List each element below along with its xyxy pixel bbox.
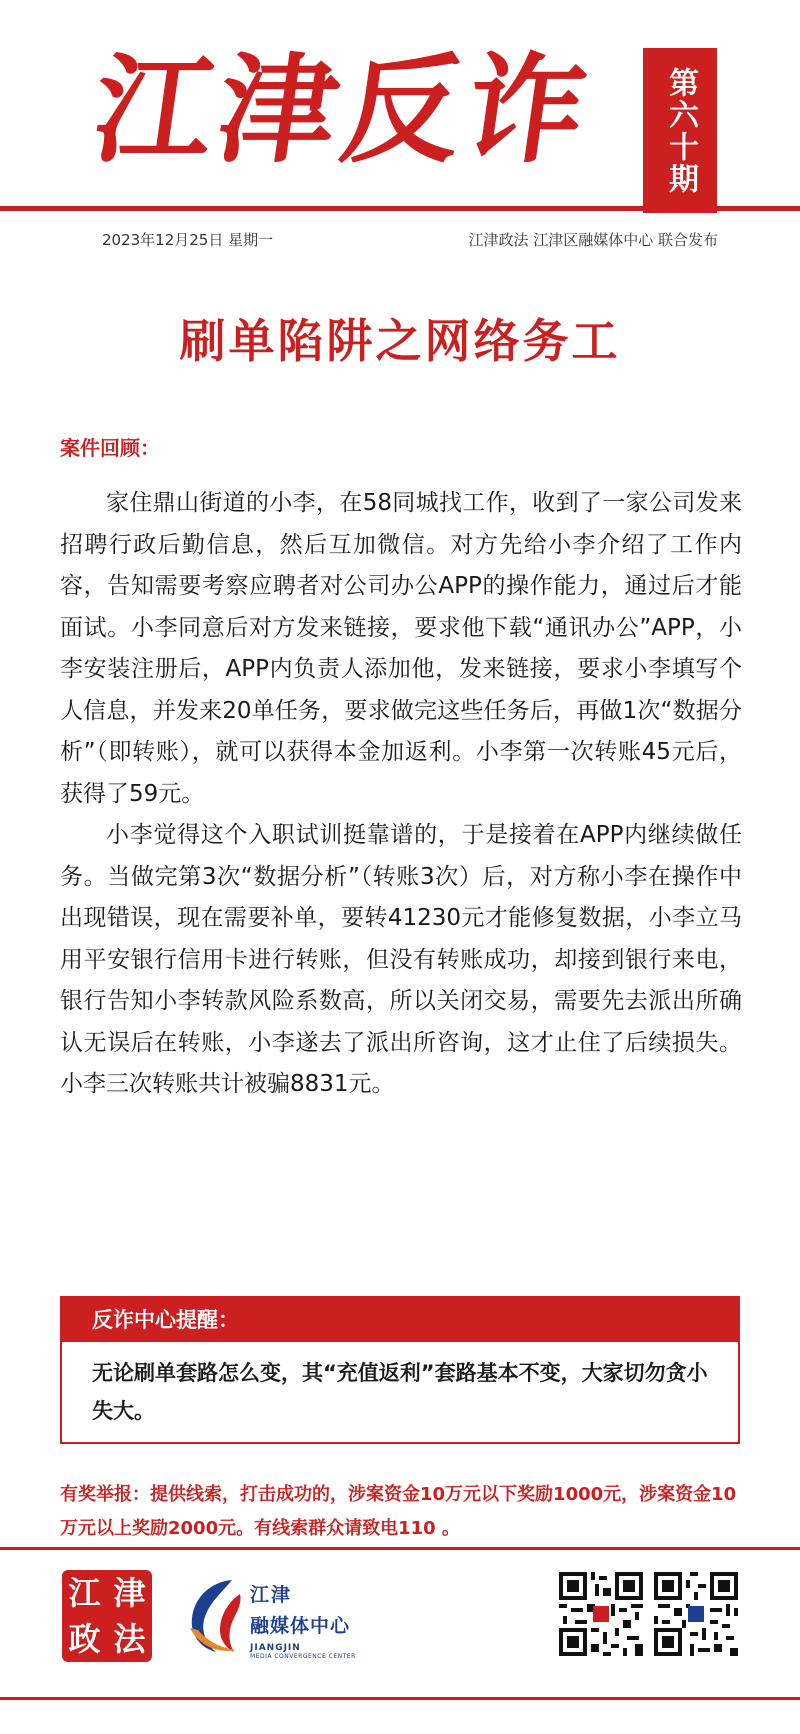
paragraph: 小李觉得这个入职试训挺靠谱的，于是接着在APP内继续做任务。当做完第3次“数据分析”（转账3次）后，对方称小李在操作中出现错误，现在需要补单，要转41230元才能修复数据，小李立马用平安银行信用卡进行转账，但没有转账成功，却接到银行来电，银行告知小李转款风险系数高，所以关闭交易，需要先去派出所确认无误后在转账，小李遂去了派出所咨询，这才止住了后续损失。小李三次转账共计被骗8831元。 [60,822,742,1097]
qr-code-icon[interactable] [555,1568,647,1660]
seal-char: 政 [68,1620,101,1658]
media-name-en-1: JIANGJIN [250,1643,301,1653]
seal-char: 江 [68,1574,101,1612]
media-name-cn-1: 江津 [250,1584,293,1606]
media-name-en-2: MEDIA CONVERGENCE CENTER [250,1653,356,1660]
media-name-cn-2: 融媒体中心 [250,1615,351,1637]
brand-calligraphy: 江津反诈 [85,40,601,179]
jiangjin-politics-law-seal [62,1570,152,1662]
masthead-rule [0,206,800,211]
media-center-name [250,1580,356,1660]
masthead [0,0,800,260]
footer-rule-top [0,1547,800,1550]
seal-char: 津 [113,1574,146,1612]
issue-date: 2023年12月25日 星期一 [102,231,274,249]
reminder-text: 无论刷单套路怎么变，其“充值返利”套路基本不变，大家切勿贪小失大。 [92,1361,708,1423]
seal-char: 法 [113,1620,146,1658]
reminder-heading: 反诈中心提醒： [62,1298,738,1342]
anti-fraud-reminder [60,1296,740,1444]
article-title: 刷单陷阱之网络务工 [179,314,621,368]
article-body [60,483,742,1106]
publisher-line: 江津政法 江津区融媒体中心 联合发布 [468,231,718,249]
qr-code-icon[interactable] [650,1568,742,1660]
case-review-label: 案件回顾： [60,436,160,460]
paragraph: 家住鼎山街道的小李，在58同城找工作，收到了一家公司发来招聘行政后勤信息，然后互加微信。对方先给小李介绍了工作内容，告知需要考察应聘者对公司办公APP的操作能力，通过后才能面试。小李同意后对方发来链接，要求他下载“通讯办公”APP，小李安装注册后，APP内负责人添加他，发来链接，要求小李填写个人信息，并发来20单任务，要求做完这些任务后，再做1次“数据分析”（即转账），就可以获得本金加返利。小李第一次转账45元后，获得了59元。 [60,490,742,807]
reward-tipline: 有奖举报：提供线索，打击成功的，涉案资金10万元以下奖励1000元，涉案资金10万元以上奖励2000元。有线索群众请致电110 。 [60,1484,737,1539]
issue-badge: 第六十期 [643,48,717,213]
footer-rule-bottom [0,1697,800,1700]
